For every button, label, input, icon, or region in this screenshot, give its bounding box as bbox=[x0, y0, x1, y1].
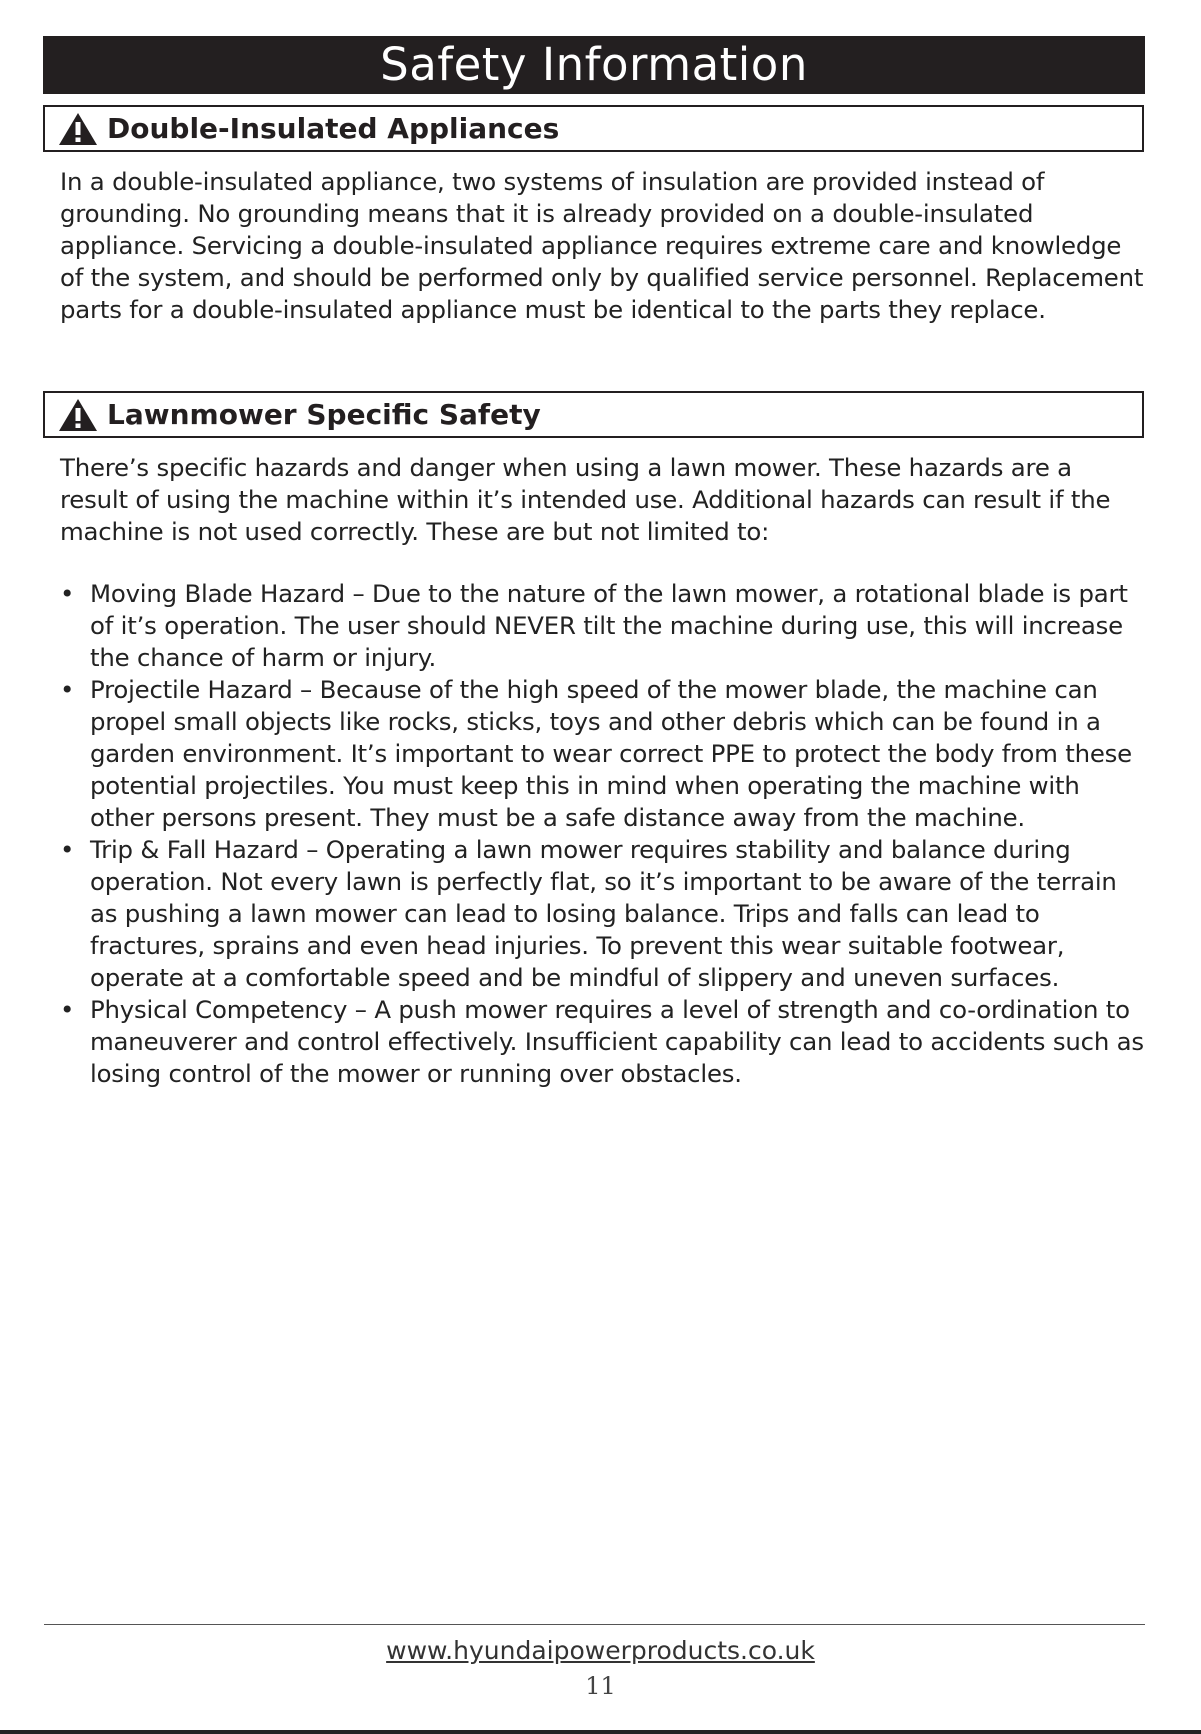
bullet-icon: • bbox=[60, 835, 75, 864]
lawnmower-intro-paragraph: There’s specific hazards and danger when using a lawn mower. These hazards are a result of using the machine within it’s intended use. Additional hazards can result if the machine is not used correctly. These are but not limited to: bbox=[60, 453, 1111, 546]
list-item bbox=[60, 674, 1145, 834]
page-bottom-edge bbox=[0, 1730, 1201, 1734]
bullet-icon: • bbox=[60, 675, 75, 704]
page-title: Safety Information bbox=[43, 36, 1145, 94]
section-header-lawnmower-safety bbox=[43, 391, 1144, 438]
footer-divider bbox=[44, 1624, 1145, 1625]
double-insulated-paragraph: In a double-insulated appliance, two systems of insulation are provided instead of grounding. No grounding means that it is already provided on a double-insulated appliance. Servicing a double-insulated appliance requires extreme care and knowledge of the system, and should be performed only by qualified service personnel. Replacement parts for a double-insulated appliance must be identical to the parts they replace. bbox=[60, 167, 1144, 324]
website-link[interactable]: www.hyundaipowerproducts.co.uk bbox=[386, 1636, 815, 1665]
bullet-icon: • bbox=[60, 995, 75, 1024]
hazard-projectile: Projectile Hazard – Because of the high speed of the mower blade, the machine can propel small objects like rocks, sticks, toys and other debris which can be found in a garden environment. It’s important to wear correct PPE to protect the body from these potential projectiles. You must keep this in mind when operating the machine with other persons present. They must be a safe distance away from the machine. bbox=[90, 675, 1132, 832]
hazard-physical-competency: Physical Competency – A push mower requires a level of strength and co-ordination to maneuverer and control effectively. Insufficient capability can lead to accidents such as losing control of the mower or running over obstacles. bbox=[90, 995, 1144, 1088]
hazard-list bbox=[60, 578, 1145, 1090]
section-title-lawnmower-safety: Lawnmower Specific Safety bbox=[107, 398, 541, 431]
warning-triangle-icon bbox=[57, 397, 99, 433]
section-header-double-insulated bbox=[43, 105, 1144, 152]
list-item bbox=[60, 994, 1145, 1090]
page-number: 11 bbox=[585, 1672, 616, 1700]
list-item bbox=[60, 834, 1145, 994]
section-title-double-insulated: Double-Insulated Appliances bbox=[107, 112, 560, 145]
bullet-icon: • bbox=[60, 579, 75, 608]
list-item bbox=[60, 578, 1145, 674]
warning-triangle-icon bbox=[57, 111, 99, 147]
hazard-trip-fall: Trip & Fall Hazard – Operating a lawn mower requires stability and balance during operation. Not every lawn is perfectly flat, so it’s important to be aware of the terrain as pushing a lawn mower can lead to losing balance. Trips and falls can lead to fractures, sprains and even head injuries. To prevent this wear suitable footwear, operate at a comfortable speed and be mindful of slippery and uneven surfaces. bbox=[90, 835, 1117, 992]
hazard-moving-blade: Moving Blade Hazard – Due to the nature of the lawn mower, a rotational blade is part of it’s operation. The user should NEVER tilt the machine during use, this will increase the chance of harm or injury. bbox=[90, 579, 1128, 672]
